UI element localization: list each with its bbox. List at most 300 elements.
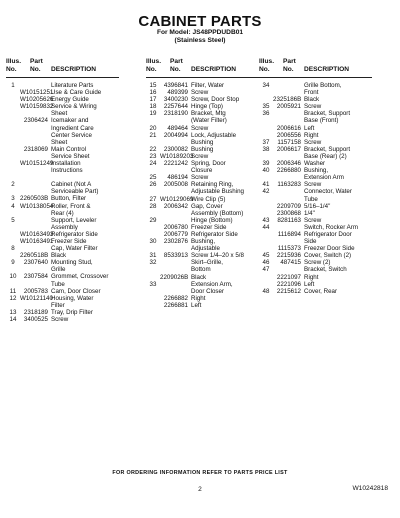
part-description: [51, 231, 119, 238]
header-illus: Illus.: [6, 58, 22, 65]
parts-column-1: [6, 58, 119, 323]
parts-row: [6, 245, 119, 252]
part-description: [51, 117, 119, 145]
description-line: Refrigerator Side: [51, 230, 98, 238]
header-description: DESCRIPTION: [304, 66, 350, 73]
description-line: Left: [304, 280, 315, 288]
part-number: 489399: [167, 89, 188, 97]
illus-number: [6, 103, 20, 117]
part-number: 2209709: [276, 202, 301, 210]
parts-row: [6, 309, 119, 316]
part-description: [304, 160, 372, 167]
part-description: [51, 89, 119, 96]
part-description: [304, 266, 372, 273]
description-line: Rear (4): [51, 209, 74, 217]
description-line: Center Service: [51, 131, 92, 139]
parts-row: [259, 274, 372, 281]
illus-number: [6, 252, 20, 259]
parts-row: [259, 210, 372, 217]
description-line: Adjustable: [191, 245, 220, 253]
header-part: Part: [283, 58, 296, 65]
part-number: 3400230: [163, 96, 188, 104]
description-line: Washer: [304, 160, 326, 168]
illus-number: [259, 281, 273, 288]
part-description: [304, 139, 372, 146]
part-number: W10151251: [20, 89, 54, 97]
illus-number: 33: [149, 280, 157, 288]
part-number: 2300868: [276, 209, 301, 217]
part-number: 2300082: [163, 145, 188, 153]
part-description: [51, 181, 119, 195]
description-line: Cap, Water Filter: [51, 245, 98, 253]
parts-row: [6, 160, 119, 174]
part-number: 2260518B: [20, 252, 49, 260]
part-description: [51, 103, 119, 117]
parts-row: [259, 139, 372, 146]
illus-number: [146, 231, 160, 238]
description-line: Cam, Door Closer: [51, 287, 101, 295]
part-number: [273, 266, 304, 273]
illus-number: 11: [9, 287, 17, 295]
part-description: [304, 103, 372, 110]
part-number: 2005783: [23, 287, 48, 295]
column-header: [259, 58, 372, 77]
illus-number: 34: [262, 82, 270, 89]
parts-row: [6, 146, 119, 160]
description-line: Cabinet (Not A: [51, 181, 92, 189]
description-line: Black: [191, 273, 207, 281]
parts-row: [259, 82, 372, 96]
part-number: 1157158: [277, 138, 301, 146]
part-number: W10163491: [20, 237, 54, 245]
column-header: [146, 58, 259, 77]
description-line: Refrigerator Door: [304, 230, 352, 238]
description-line: Freezer Side: [51, 237, 87, 245]
part-number: 2260503B: [20, 195, 49, 203]
parts-row: [259, 146, 372, 160]
part-description: [304, 231, 372, 245]
description-line: Filter, Water: [191, 82, 225, 89]
part-description: [304, 188, 372, 202]
illus-number: 43: [262, 216, 270, 224]
description-line: Screw 1/4–20 x 5/8: [191, 252, 244, 260]
part-number: 2006616: [276, 124, 301, 132]
description-line: Support, Leveler: [51, 216, 97, 224]
part-description: [51, 288, 119, 295]
part-number: W10159832: [20, 103, 54, 111]
description-line: Bushing: [191, 145, 214, 153]
part-description: [191, 252, 259, 259]
description-line: Ingredient Care: [51, 124, 94, 132]
description-line: Side: [304, 238, 317, 246]
part-number: [273, 82, 304, 96]
illus-number: 4: [11, 202, 15, 210]
illus-number: [146, 302, 160, 309]
illus-number: [259, 274, 273, 281]
illus-number: 23: [149, 152, 157, 160]
parts-row: [6, 203, 119, 217]
parts-row: [259, 281, 372, 288]
part-number: 8533913: [163, 252, 188, 260]
finish-line: (Stainless Steel): [174, 37, 226, 44]
description-line: Energy Guide: [51, 96, 89, 104]
description-line: Serviceable Part): [51, 188, 99, 196]
part-description: [191, 153, 259, 160]
description-line: Bottom: [191, 266, 211, 274]
part-description: [304, 274, 372, 281]
part-description: [304, 224, 372, 231]
parts-row: [146, 103, 259, 110]
description-line: Left: [191, 301, 202, 309]
parts-row: [146, 174, 259, 181]
parts-row: [146, 181, 259, 195]
description-line: Icemaker and: [51, 117, 89, 125]
part-description: [191, 181, 259, 195]
illus-number: 47: [262, 266, 270, 274]
description-line: Tube: [304, 195, 318, 203]
parts-row: [6, 273, 119, 287]
parts-row: [259, 181, 372, 188]
part-description: [191, 110, 259, 124]
description-line: Screw: [304, 138, 322, 146]
part-description: [191, 281, 259, 295]
illus-number: [259, 132, 273, 139]
illus-number: 19: [149, 110, 157, 118]
parts-row: [6, 259, 119, 273]
illus-number: 27: [149, 195, 157, 203]
parts-column-3: [259, 58, 372, 295]
description-line: Service & Wiring: [51, 103, 97, 111]
parts-row: [146, 160, 259, 174]
part-number: [20, 181, 51, 195]
description-line: Screw: [191, 174, 209, 182]
parts-row: [6, 238, 119, 245]
description-line: Freezer Side: [191, 223, 227, 231]
parts-row: [146, 231, 259, 238]
description-line: Closure: [191, 167, 213, 175]
description-line: Assembly (Bottom): [191, 209, 244, 217]
part-number: 2318190: [163, 110, 188, 118]
description-line: Freezer Door Side: [304, 245, 355, 253]
parts-row: [6, 288, 119, 295]
description-line: Spring, Door: [191, 160, 226, 168]
description-line: Black: [51, 252, 67, 260]
description-line: Screw: [191, 124, 209, 132]
part-description: [304, 96, 372, 103]
parts-row: [146, 82, 259, 89]
illus-number: 1: [11, 82, 15, 89]
illus-number: 41: [262, 181, 270, 189]
part-number: [273, 110, 304, 124]
part-description: [191, 259, 259, 273]
description-line: Installation: [51, 160, 81, 168]
part-description: [51, 203, 119, 217]
description-line: Skirt–Grille,: [191, 259, 223, 267]
part-description: [51, 82, 119, 89]
part-number: 8281163: [277, 216, 301, 224]
part-description: [191, 302, 259, 309]
part-description: [191, 174, 259, 181]
illus-number: 40: [262, 167, 270, 175]
part-description: [304, 245, 372, 252]
description-line: Sheet: [51, 110, 68, 118]
description-line: Housing, Water: [51, 294, 94, 302]
description-line: Switch, Rocker Arm: [304, 223, 358, 231]
illus-number: 22: [149, 145, 157, 153]
parts-row: [259, 103, 372, 110]
part-number: 2221097: [276, 273, 301, 281]
description-line: Screw, Door Stop: [191, 96, 240, 104]
part-description: [191, 103, 259, 110]
part-description: [51, 273, 119, 287]
illus-number: 16: [149, 89, 157, 97]
parts-row: [146, 252, 259, 259]
parts-row: [259, 266, 372, 273]
part-description: [51, 217, 119, 231]
description-line: Screw (2): [304, 259, 331, 267]
illus-number: 44: [262, 223, 270, 231]
part-number: 1115373: [277, 245, 301, 253]
parts-row: [6, 82, 119, 89]
part-number: 2221096: [276, 280, 301, 288]
parts-row: [6, 89, 119, 96]
illus-number: 3: [11, 195, 15, 203]
parts-row: [6, 231, 119, 238]
illus-number: [146, 224, 160, 231]
illus-number: [259, 203, 273, 210]
illus-number: [6, 96, 20, 103]
description-line: Extension Arm: [304, 174, 344, 182]
parts-row: [146, 132, 259, 146]
part-number: 487415: [280, 259, 301, 267]
part-number: 2006780: [163, 223, 188, 231]
description-line: Door Closer: [191, 287, 225, 295]
description-line: Filter: [51, 301, 65, 309]
header-rule: [146, 77, 259, 78]
part-description: [191, 295, 259, 302]
parts-row: [6, 96, 119, 103]
description-line: Connector, Water: [304, 188, 352, 196]
description-line: Bracket, Switch: [304, 266, 347, 274]
illus-number: 39: [262, 160, 270, 168]
part-number: 2266880: [276, 167, 301, 175]
parts-column-2: [146, 58, 259, 309]
parts-row: [259, 259, 372, 266]
part-number: [160, 259, 191, 273]
illus-number: 9: [11, 259, 15, 267]
description-line: Sheet: [51, 138, 68, 146]
part-description: [191, 274, 259, 281]
part-number: 2006346: [276, 160, 301, 168]
ordering-footer: FOR ORDERING INFORMATION REFER TO PARTS PRICE LIST: [112, 470, 288, 476]
illus-number: 35: [262, 103, 270, 111]
part-description: [191, 196, 259, 203]
header-description: DESCRIPTION: [191, 66, 237, 73]
part-number: 1116894: [277, 230, 301, 238]
header-part-no: No.: [30, 66, 41, 73]
part-number: W10138054: [20, 202, 54, 210]
part-number: [20, 82, 51, 89]
header-rule: [6, 77, 119, 78]
parts-row: [146, 274, 259, 281]
part-description: [51, 146, 119, 160]
parts-row: [259, 203, 372, 210]
parts-row: [146, 89, 259, 96]
parts-row: [259, 217, 372, 224]
page-number: 2: [198, 486, 202, 493]
illus-number: 36: [262, 110, 270, 118]
header-description: DESCRIPTION: [51, 66, 97, 73]
parts-row: [259, 125, 372, 132]
part-description: [191, 231, 259, 238]
illus-number: 31: [149, 252, 157, 260]
illus-number: 12: [9, 294, 17, 302]
illus-number: [259, 96, 273, 103]
parts-row: [6, 117, 119, 145]
illus-number: [259, 231, 273, 245]
illus-number: [6, 117, 20, 145]
description-line: Lock, Adjustable: [191, 131, 237, 139]
description-line: Retaining Ring,: [191, 181, 234, 189]
part-number: W10163493: [20, 230, 54, 238]
parts-row: [146, 203, 259, 217]
part-description: [191, 82, 259, 89]
illus-number: [259, 210, 273, 217]
illus-number: 26: [149, 181, 157, 189]
illus-number: 20: [149, 124, 157, 132]
description-line: Grille Bottom,: [304, 82, 342, 89]
parts-row: [146, 217, 259, 224]
part-number: 2006617: [276, 145, 301, 153]
parts-row: [6, 181, 119, 195]
part-number: 3400525: [23, 316, 48, 323]
illus-number: 2: [11, 181, 15, 189]
part-description: [191, 160, 259, 174]
part-number: 2006556: [276, 131, 301, 139]
part-description: [51, 96, 119, 103]
part-number: W10129069: [160, 195, 194, 203]
part-number: 2215936: [276, 252, 301, 260]
parts-row: [146, 224, 259, 231]
description-line: Use & Care Guide: [51, 89, 102, 97]
parts-row: [146, 110, 259, 124]
illus-number: 10: [9, 273, 17, 281]
part-description: [304, 167, 372, 181]
illus-number: [146, 295, 160, 302]
illus-number: 45: [262, 252, 270, 260]
illus-number: 32: [149, 259, 157, 267]
illus-number: [6, 231, 20, 238]
part-description: [304, 125, 372, 132]
parts-row: [6, 217, 119, 231]
header-illus-no: No.: [259, 66, 270, 73]
part-description: [51, 245, 119, 252]
parts-row: [259, 110, 372, 124]
description-line: Extension Arm,: [191, 280, 233, 288]
description-line: Screw: [304, 181, 322, 189]
description-line: Bracket, Support: [304, 110, 351, 118]
part-description: [304, 132, 372, 139]
illus-number: [259, 245, 273, 252]
part-description: [191, 217, 259, 224]
description-line: Right: [304, 273, 319, 281]
parts-row: [259, 231, 372, 245]
header-part-no: No.: [170, 66, 181, 73]
part-number: [273, 224, 304, 231]
part-description: [51, 252, 119, 259]
illus-number: 28: [149, 202, 157, 210]
parts-row: [146, 146, 259, 153]
description-line: Right: [191, 294, 206, 302]
part-description: [304, 210, 372, 217]
description-line: Base (Rear) (2): [304, 152, 347, 160]
parts-row: [259, 252, 372, 259]
part-description: [191, 224, 259, 231]
part-number: [20, 245, 51, 252]
description-line: Left: [304, 124, 315, 132]
header-illus-no: No.: [6, 66, 17, 73]
parts-row: [146, 259, 259, 273]
part-description: [304, 259, 372, 266]
description-line: Right: [304, 131, 319, 139]
description-line: 5/16–1/4": [304, 202, 331, 210]
header-illus: Illus.: [146, 58, 162, 65]
description-line: Assembly: [51, 223, 78, 231]
model-line: For Model: JS48PPDUDB01: [156, 29, 244, 36]
description-line: Screw: [304, 103, 322, 111]
part-number: 4396841: [163, 82, 188, 89]
parts-row: [259, 167, 372, 181]
description-line: Grommet, Crossover: [51, 273, 109, 281]
illus-number: 21: [149, 131, 157, 139]
part-description: [191, 238, 259, 252]
description-line: Screw: [304, 216, 322, 224]
illus-number: 17: [149, 96, 157, 104]
illus-number: 42: [262, 188, 270, 196]
part-number: 2209026B: [160, 273, 189, 281]
illus-number: 29: [149, 216, 157, 224]
description-line: Screw: [191, 152, 209, 160]
part-description: [51, 160, 119, 174]
description-line: Tube: [51, 280, 65, 288]
part-number: 2257644: [163, 103, 188, 111]
illus-number: 30: [149, 238, 157, 246]
description-line: Cover, Rear: [304, 287, 338, 295]
illus-number: 15: [149, 82, 157, 89]
illus-number: 37: [262, 138, 270, 146]
part-description: [304, 110, 372, 124]
parts-row: [259, 160, 372, 167]
part-number: 2005921: [276, 103, 301, 111]
description-line: Instructions: [51, 167, 83, 175]
header-illus: Illus.: [259, 58, 275, 65]
description-line: Adjustable Bushing: [191, 188, 244, 196]
description-line: Refrigerator Side: [191, 230, 238, 238]
part-number: 2221242: [163, 160, 188, 168]
parts-row: [259, 224, 372, 231]
header-part: Part: [30, 58, 43, 65]
description-line: Bracket, Support: [304, 145, 351, 153]
parts-row: [146, 196, 259, 203]
illus-number: [6, 146, 20, 160]
part-number: 2318189: [23, 308, 48, 316]
part-number: W10205626: [20, 96, 54, 104]
part-number: 2006342: [163, 202, 188, 210]
part-description: [304, 281, 372, 288]
parts-row: [259, 96, 372, 103]
parts-row: [6, 316, 119, 323]
part-description: [304, 146, 372, 160]
